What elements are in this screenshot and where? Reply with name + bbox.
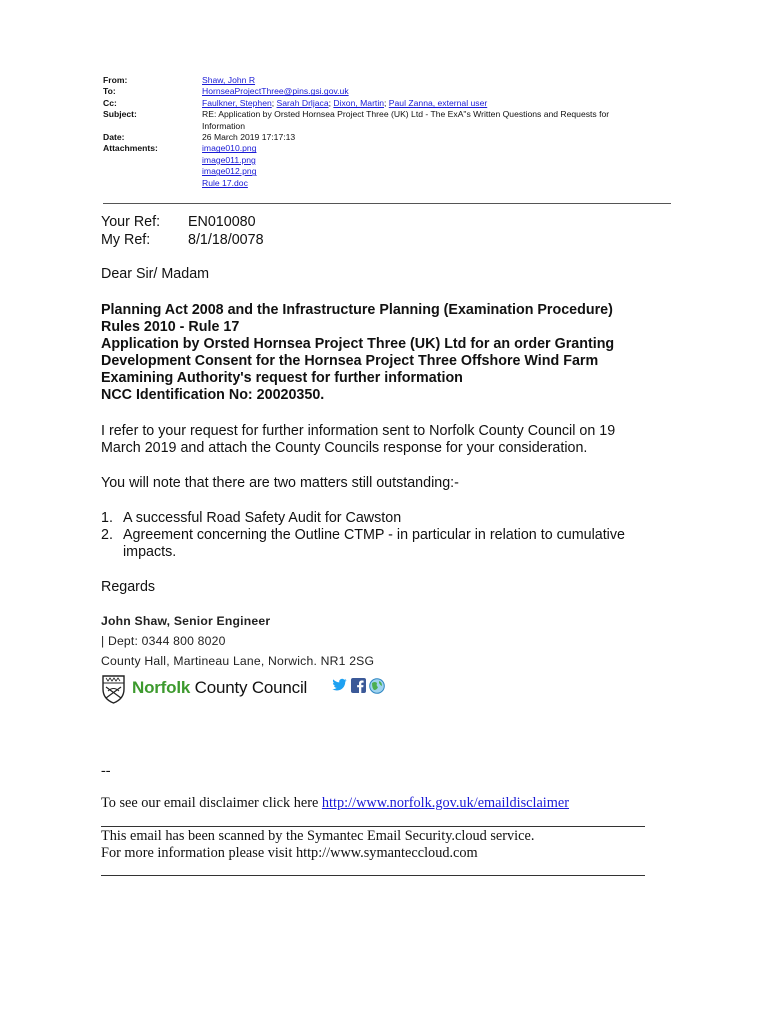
signature-dept: | Dept: 0344 800 8020 (101, 634, 226, 648)
from-label: From: (103, 75, 128, 85)
logo-word-council: County Council (190, 678, 308, 697)
heading-line: Development Consent for the Hornsea Project Three Offshore Wind Farm (101, 353, 599, 369)
from-row (103, 75, 670, 86)
attachments-row (103, 143, 670, 189)
from-link[interactable]: Shaw, John R (202, 75, 256, 85)
your-ref-label: Your Ref: (101, 214, 161, 230)
signature-name: John Shaw, Senior Engineer (101, 614, 271, 628)
header-divider (103, 203, 671, 204)
paragraph-request (101, 423, 681, 457)
cc-link[interactable]: Sarah Drljaca (276, 97, 329, 108)
norfolk-logo (101, 672, 391, 706)
cc-link[interactable]: Paul Zanna, external user (388, 97, 488, 108)
attachment-link[interactable]: image012.png (202, 166, 257, 177)
outstanding-list (101, 510, 681, 561)
closing: Regards (101, 579, 156, 595)
disclaimer-line (101, 795, 569, 812)
scan-info: For more information please visit http://www.symanteccloud.com (101, 845, 478, 861)
references (101, 214, 681, 250)
signature-separator: -- (101, 763, 111, 779)
subject-text: Information (202, 120, 245, 131)
subject-row (103, 109, 670, 132)
disclaimer-link[interactable]: http://www.norfolk.gov.uk/emaildisclaimer (321, 795, 570, 811)
logo-wordmark (132, 678, 307, 698)
list-text: impacts. (123, 544, 177, 560)
paragraph-outstanding: You will note that there are two matters still outstanding:- (101, 475, 459, 491)
crest-icon (101, 674, 126, 704)
date-label: Date: (103, 132, 125, 143)
attachment-link[interactable]: image010.png (202, 143, 257, 154)
cc-row: Cc: Faulkner, Stephen; Sarah Drljaca; Dixon, Martin; Paul Zanna, external user (103, 97, 488, 108)
date-row (103, 132, 670, 143)
twitter-icon[interactable] (332, 678, 347, 692)
to-label: To: (103, 86, 116, 97)
paragraph-line: I refer to your request for further information sent to Norfolk County Council on 19 (101, 423, 616, 439)
footer-divider-bottom (101, 875, 645, 876)
heading-line: Examining Authority's request for further information (101, 370, 463, 386)
attachments-label: Attachments: (103, 143, 158, 154)
to-link[interactable]: HornseaProjectThree@pins.gsi.gov.uk (202, 86, 349, 97)
cc-link[interactable]: Faulkner, Stephen (202, 97, 272, 108)
heading-line: Planning Act 2008 and the Infrastructure Planning (Examination Procedure) (101, 302, 613, 318)
greeting: Dear Sir/ Madam (101, 266, 210, 282)
list-text: A successful Road Safety Audit for Cawston (123, 510, 402, 526)
attachment-link[interactable]: image011.png (202, 154, 256, 165)
your-ref-value: EN010080 (188, 214, 256, 230)
email-header (103, 75, 670, 189)
attachment-link[interactable]: Rule 17.doc (202, 177, 248, 188)
heading-line: NCC Identification No: 20020350. (101, 387, 325, 403)
to-row (103, 86, 670, 97)
footer-divider-top (101, 826, 645, 827)
facebook-icon[interactable] (351, 678, 366, 693)
heading-line: Rules 2010 - Rule 17 (101, 319, 240, 335)
cc-link[interactable]: Dixon, Martin (333, 97, 385, 108)
subject-text: RE: Application by Orsted Hornsea Project Three (UK) Ltd - The ExA"s Written Questions and Requests for (202, 109, 610, 120)
disclaimer-text: To see our email disclaimer click here (101, 795, 322, 811)
list-number: 1. (101, 510, 113, 526)
list-item (101, 527, 681, 561)
paragraph-line: March 2019 and attach the County Councils response for your consideration. (101, 440, 588, 456)
date-value: 26 March 2019 17:17:13 (202, 132, 296, 143)
subject-label: Subject: (103, 109, 137, 120)
my-ref-label: My Ref: (101, 232, 151, 248)
logo-word-norfolk: Norfolk (132, 678, 191, 697)
scan-notice: This email has been scanned by the Symantec Email Security.cloud service. (101, 828, 535, 844)
signature-address: County Hall, Martineau Lane, Norwich. NR1 2SG (101, 654, 375, 668)
list-text: Agreement concerning the Outline CTMP - in particular in relation to cumulative (123, 527, 625, 543)
cc-label: Cc: (103, 97, 117, 108)
list-item (101, 510, 681, 527)
letter-heading (101, 302, 681, 404)
globe-icon[interactable] (369, 678, 385, 694)
list-number: 2. (101, 527, 113, 543)
heading-line: Application by Orsted Hornsea Project Three (UK) Ltd for an order Granting (101, 336, 615, 352)
my-ref-value: 8/1/18/0078 (188, 232, 264, 248)
